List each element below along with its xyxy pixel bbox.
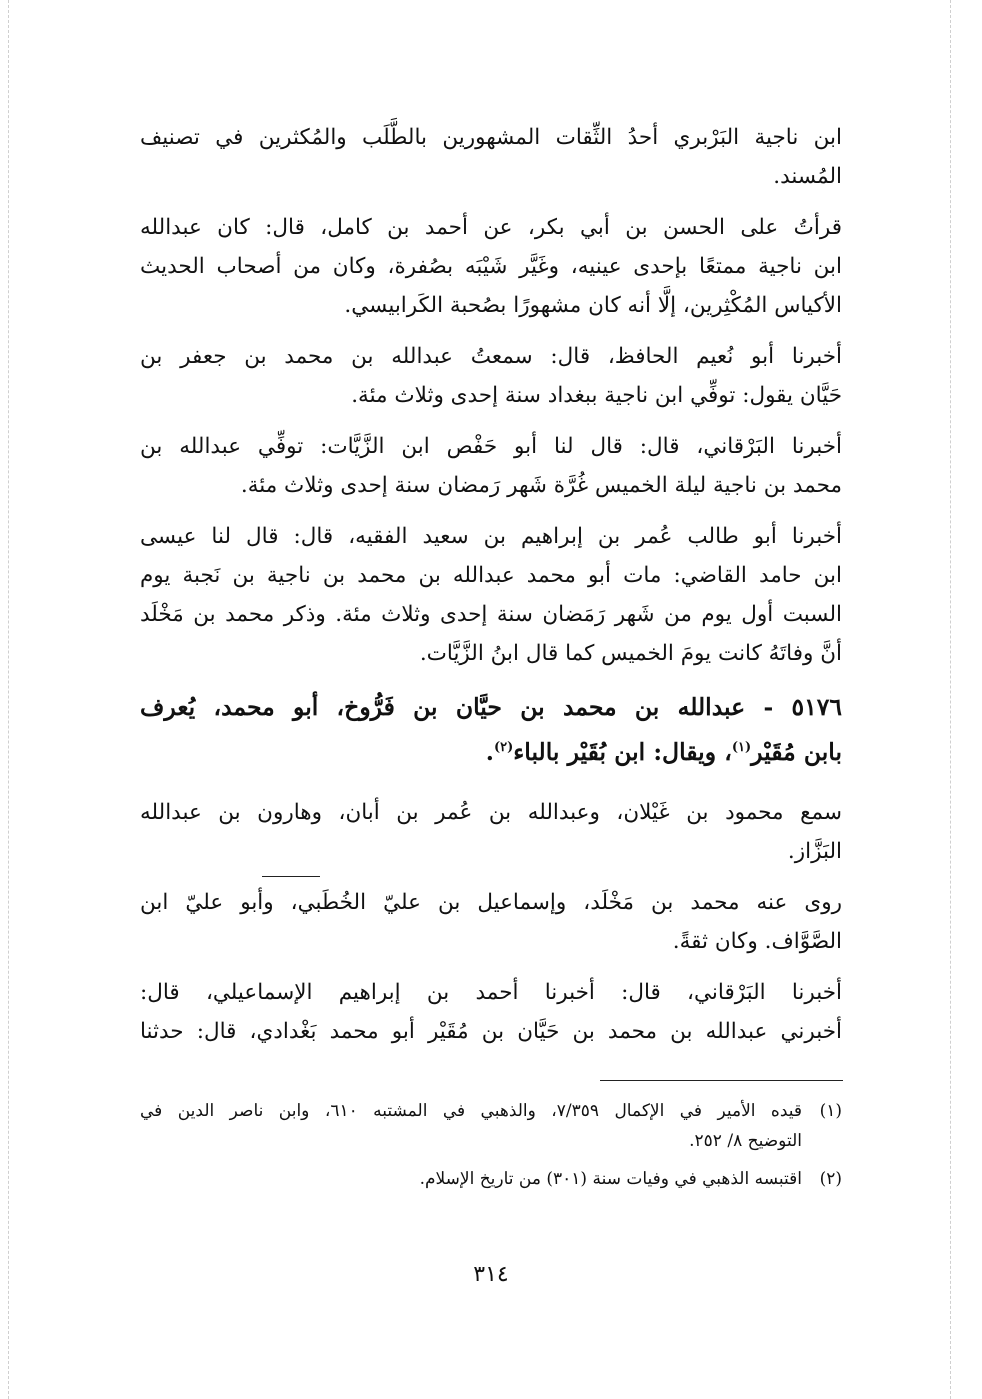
text-line: أخبرني عبدالله بن محمد بن حَيَّان بن مُقَيْر أبو محمد بَغْدادي، قال: حدثنا — [140, 1019, 842, 1044]
text-line: قرأتُ على الحسن بن أبي بكر، عن أحمد بن كامل، قال: كان عبدالله — [140, 215, 842, 240]
text-line: روى عنه محمد بن مَخْلَد، وإسماعيل بن عليّ الخُطَبي، وأبو عليّ ابن — [140, 890, 842, 915]
text-line: التوضيح ٨/ ٢٥٢. — [689, 1131, 802, 1151]
footnote-separator — [600, 1080, 843, 1081]
text-line: السبت أول يوم من شَهر رَمَضان سنة إحدى وثلاث مئة. وذكر محمد بن مَخْلَد — [140, 602, 842, 627]
entry-text: بابن مُقَيْر — [751, 738, 842, 766]
text-line: أنَّ وفاتَهُ كانت يومَ الخميس كما قال ابنُ الزَّيَّات. — [419, 641, 842, 666]
text-line: ابن ناجية ممتعًا بإحدى عينيه، وغَيَّر شَيْبَه بصُفرة، وكان من أصحاب الحديث — [140, 254, 842, 279]
right-margin-guide — [950, 0, 951, 1399]
text-line: ابن ناجية البَرْبري أحدُ الثِّقات المشهورين بالطَّلَب والمُكثرين في تصنيف — [140, 125, 842, 150]
text-line: الصَّوَّاف. وكان ثقةً. — [672, 929, 842, 954]
main-text — [140, 118, 842, 1063]
paragraph — [140, 427, 842, 505]
text-line: ابن حامد القاضي: مات أبو محمد عبدالله بن محمد بن ناجية بن نَجبة يوم — [140, 563, 842, 588]
footnote-ref[interactable]: (١) — [731, 740, 752, 756]
text-line: البَزَّاز. — [787, 839, 842, 864]
text-line: سمع محمود بن غَيْلان، وعبدالله بن عُمر بن أبان، وهارون بن عبدالله — [140, 800, 842, 825]
text-line: محمد بن ناجية ليلة الخميس غُرَّة شَهر رَمضان سنة إحدى وثلاث مئة. — [240, 473, 842, 498]
text-line: المُسند. — [773, 164, 842, 189]
footnote — [140, 1096, 842, 1156]
footnote-ref[interactable]: (٢) — [493, 740, 514, 756]
paragraph — [140, 208, 842, 325]
paragraph — [140, 337, 842, 415]
paragraph — [140, 973, 842, 1051]
biography-entry-heading — [140, 685, 842, 775]
footnote-text — [140, 1164, 802, 1194]
footnote-text — [140, 1096, 802, 1156]
text-line: حَيَّان يقول: توفِّي ابن ناجية ببغداد سنة إحدى وثلاث مئة. — [351, 383, 842, 408]
entry-text: . — [485, 738, 494, 766]
decorative-rule — [262, 876, 320, 877]
left-margin-guide — [8, 0, 9, 1399]
paragraph — [140, 517, 842, 673]
footnote-number: (٢) — [819, 1169, 842, 1189]
text-line: أخبرنا البَرْقاني، قال: أخبرنا أحمد بن إبراهيم الإسماعيلي، قال: — [140, 980, 842, 1005]
text-line: الأكياس المُكْثِرين، إلَّا أنه كان مشهورًا بصُحبة الكَرابيسي. — [344, 293, 842, 318]
paragraph — [140, 883, 842, 961]
entry-heading-line — [140, 730, 842, 775]
text-line: أخبرنا أبو طالب عُمر بن إبراهيم بن سعيد الفقيه، قال: قال لنا عيسى — [140, 524, 842, 549]
footnote — [140, 1164, 842, 1194]
text-line: اقتبسه الذهبي في وفيات سنة (٣٠١) من تاريخ الإسلام. — [419, 1169, 802, 1189]
paragraph — [140, 793, 842, 871]
entry-heading-line: ٥١٧٦ - عبدالله بن محمد بن حيَّان بن فَرُّوخ، أبو محمد، يُعرف — [140, 693, 842, 721]
footnotes — [140, 1096, 842, 1202]
paragraph — [140, 118, 842, 196]
text-line: قيده الأمير في الإكمال ٧/٣٥٩، والذهبي في المشتبه ٦١٠، وابن ناصر الدين في — [140, 1101, 803, 1121]
footnote-number: (١) — [819, 1101, 842, 1121]
entry-text: ، ويقال: ابن بُقَيْر بالباء — [513, 738, 732, 766]
page-number: ٣١٤ — [473, 1262, 509, 1287]
text-line: أخبرنا أبو نُعيم الحافظ، قال: سمعتُ عبدالله بن محمد بن جعفر بن — [140, 344, 842, 369]
text-line: أخبرنا البَرْقاني، قال: قال لنا أبو حَفْص ابن الزَّيَّات: توفِّي عبدالله بن — [140, 434, 842, 459]
